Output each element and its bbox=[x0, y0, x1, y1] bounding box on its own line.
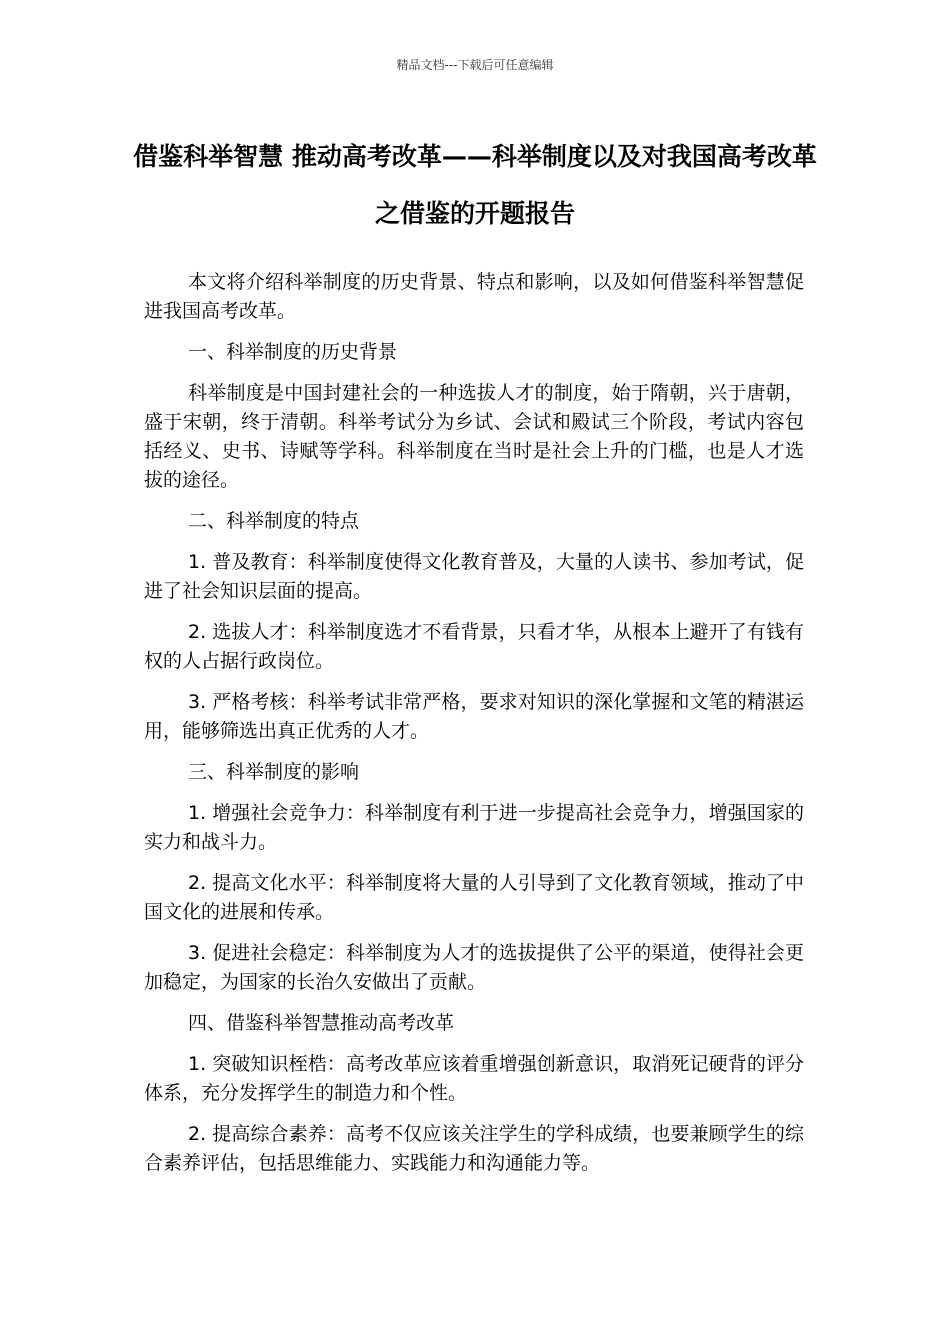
feature-item-1: 1. 普及教育：科举制度使得文化教育普及，大量的人读书、参加考试，促进了社会知识层面的提高。 bbox=[144, 551, 804, 602]
feature-item-3: 3. 严格考核：科举考试非常严格，要求对知识的深化掌握和文笔的精湛运用，能够筛选出真正优秀的人才。 bbox=[144, 691, 804, 742]
reform-item-1: 1. 突破知识桎梏：高考改革应该着重增强创新意识，取消死记硬背的评分体系，充分发挥学生的制造力和个性。 bbox=[144, 1053, 804, 1104]
reform-item-2: 2. 提高综合素养：高考不仅应该关注学生的学科成绩，也要兼顾学生的综合素养评估，包括思维能力、实践能力和沟通能力等。 bbox=[144, 1123, 804, 1174]
section-heading-features: 二、科举制度的特点 bbox=[188, 510, 360, 532]
impact-item-2: 2. 提高文化水平：科举制度将大量的人引导到了文化教育领域，推动了中国文化的进展和传承。 bbox=[144, 872, 804, 923]
section-heading-history: 一、科举制度的历史背景 bbox=[188, 341, 398, 363]
intro-paragraph: 本文将介绍科举制度的历史背景、特点和影响，以及如何借鉴科举智慧促进我国高考改革。 bbox=[144, 271, 804, 322]
impact-item-1: 1. 增强社会竞争力：科举制度有利于进一步提高社会竞争力，增强国家的实力和战斗力。 bbox=[144, 802, 804, 853]
document-body bbox=[144, 268, 804, 1190]
section-heading-reform: 四、借鉴科举智慧推动高考改革 bbox=[188, 1012, 455, 1034]
document-title: 借鉴科举智慧 推动高考改革——科举制度以及对我国高考改革之借鉴的开题报告 bbox=[133, 142, 817, 228]
impact-item-3: 3. 促进社会稳定：科举制度为人才的选拔提供了公平的渠道，使得社会更加稳定，为国家的长治久安做出了贡献。 bbox=[144, 942, 804, 993]
section-heading-impact: 三、科举制度的影响 bbox=[188, 761, 360, 783]
feature-item-2: 2. 选拔人才：科举制度选才不看背景，只看才华，从根本上避开了有钱有权的人占据行政岗位。 bbox=[144, 621, 804, 672]
header-note: 精品文档---下载后可任意编辑 bbox=[396, 58, 554, 72]
history-paragraph: 科举制度是中国封建社会的一种选拔人才的制度，始于隋朝，兴于唐朝，盛于宋朝，终于清朝。科举考试分为乡试、会试和殿试三个阶段，考试内容包括经义、史书、诗赋等学科。科举制度在当时是社会上升的门槛，也是人才选拔的途径。 bbox=[144, 382, 804, 491]
